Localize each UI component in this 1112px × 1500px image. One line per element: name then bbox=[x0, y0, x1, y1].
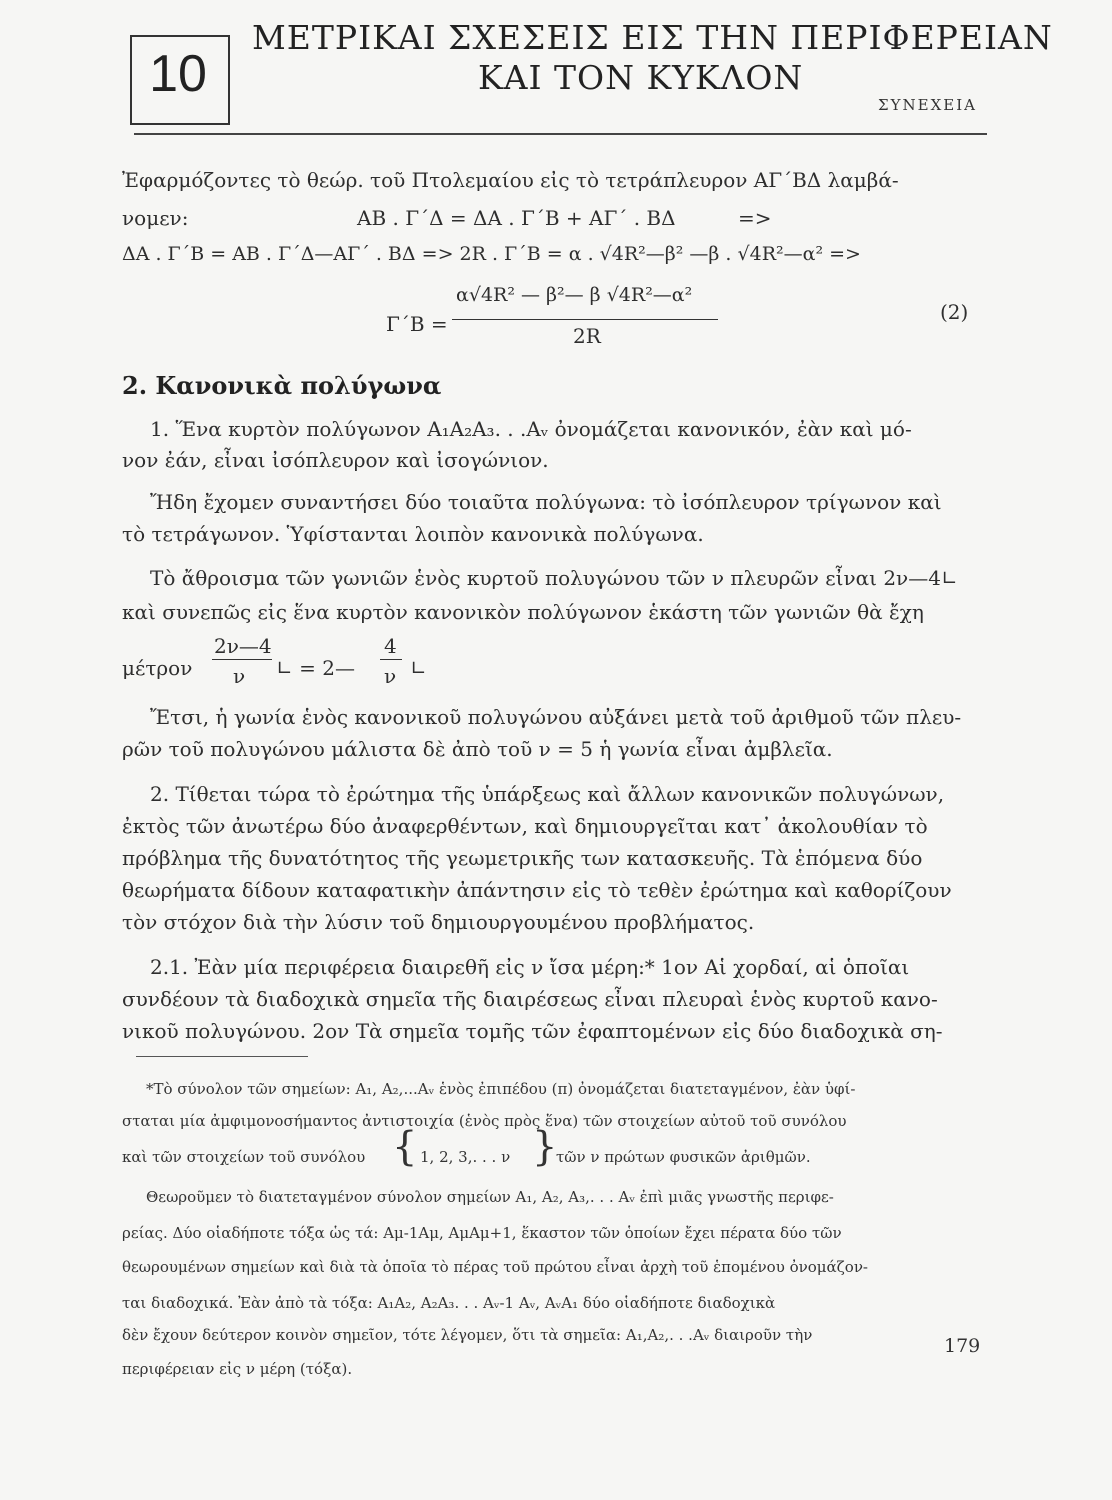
page-number: 179 bbox=[944, 1335, 981, 1357]
equation-line: ΔΑ . Γ΄Β = ΑΒ . Γ΄Δ—ΑΓ΄ . ΒΔ => 2R . Γ΄Β = α . √4R²—β² —β . √4R²—α² => bbox=[122, 243, 861, 265]
text-line: μέτρον bbox=[122, 656, 193, 680]
implies-symbol: => bbox=[738, 206, 772, 230]
footnote-line: δὲν ἔχουν δεύτερον κοινὸν σημεῖον, τότε λέγομεν, ὅτι τὰ σημεῖα: Α₁,Α₂,. . .Αᵥ διαιροῦν τὴν bbox=[122, 1326, 813, 1344]
text-line: ἐκτὸς τῶν ἀνωτέρω δύο ἀναφερθέντων, καὶ δημιουργεῖται κατ᾽ ἀκολουθίαν τὸ bbox=[122, 814, 928, 838]
eq2-lhs: Γ΄Β = bbox=[386, 312, 448, 336]
text-line: συνδέουν τὰ διαδοχικὰ σημεῖα τῆς διαιρέσεως εἶναι πλευραὶ ἑνὸς κυρτοῦ κανο- bbox=[122, 987, 938, 1011]
chapter-title-line1: ΜΕΤΡΙΚΑΙ ΣΧΕΣΕΙΣ ΕΙΣ ΤΗΝ ΠΕΡΙΦΕΡΕΙΑΝ bbox=[252, 18, 1053, 57]
fraction-denominator: ν bbox=[233, 664, 246, 688]
text-line: νομεν: bbox=[122, 206, 189, 230]
chapter-title-line2: ΚΑΙ ΤΟΝ ΚΥΚΛΟΝ bbox=[478, 58, 804, 97]
text-line: τὸ τετράγωνον. Ὑφίστανται λοιπὸν κανονικὰ πολύγωνα. bbox=[122, 522, 704, 546]
footnote-line: *Τὸ σύνολον τῶν σημείων: Α₁, Α₂,...Αᵥ ἑνὸς ἐπιπέδου (π) ὀνομάζεται διατεταγμένον, ἐὰν ὑφί- bbox=[146, 1080, 856, 1098]
eq2-numerator: α√4R² — β²— β √4R²—α² bbox=[456, 284, 693, 306]
text-line: καὶ συνεπῶς εἰς ἕνα κυρτὸν κανονικὸν πολύγωνον ἑκάστη τῶν γωνιῶν θὰ ἔχη bbox=[122, 600, 924, 624]
fraction-bar bbox=[452, 319, 718, 320]
equation-line: ΑΒ . Γ΄Δ = ΔΑ . Γ΄Β + ΑΓ΄ . ΒΔ bbox=[357, 206, 676, 230]
header-rule bbox=[134, 133, 987, 135]
continued-label: ΣΥΝΕΧΕΙΑ bbox=[878, 96, 977, 114]
brace-right: } bbox=[532, 1124, 558, 1170]
chapter-number: 10 bbox=[149, 45, 207, 103]
fraction-bar bbox=[212, 659, 272, 660]
text-line: τὸν στόχον διὰ τὴν λύσιν τοῦ δημιουργουμένου προβλήματος. bbox=[122, 910, 755, 934]
footnote-line: θεωρουμένων σημείων καὶ διὰ τὰ ὁποῖα τὸ πέρας τοῦ πρώτου εἶναι ἀρχὴ τοῦ ἑπομένου ὀνομάζον- bbox=[122, 1258, 869, 1276]
footnote-line: σταται μία ἀμφιμονοσήμαντος ἀντιστοιχία (ἑνὸς πρὸς ἕνα) τῶν στοιχείων αὐτοῦ τοῦ συνόλου bbox=[122, 1112, 847, 1130]
formula-mid: ∟ = 2— bbox=[276, 656, 355, 680]
angle-unit: ∟ bbox=[410, 656, 427, 680]
text-line: 2. Τίθεται τώρα τὸ ἐρώτημα τῆς ὑπάρξεως καὶ ἄλλων κανονικῶν πολυγώνων, bbox=[150, 782, 945, 806]
footnote-line: Θεωροῦμεν τὸ διατεταγμένον σύνολον σημείων Α₁, Α₂, Α₃,. . . Αᵥ ἐπὶ μιᾶς γνωστῆς περιφε- bbox=[146, 1188, 834, 1206]
footnote-line: ται διαδοχικά. Ἐὰν ἀπὸ τὰ τόξα: Α₁Α₂, Α₂Α₃. . . Αᵥ-1 Αᵥ, ΑᵥΑ₁ δύο οἱαδήποτε διαδοχικὰ bbox=[122, 1294, 776, 1312]
text-line: πρόβλημα τῆς δυνατότητος τῆς γεωμετρικῆς των κατασκευῆς. Τὰ ἑπόμενα δύο bbox=[122, 846, 923, 870]
fraction-numerator: 4 bbox=[384, 634, 397, 658]
section-title: 2. Κανονικὰ πολύγωνα bbox=[122, 371, 442, 400]
text-line: νικοῦ πολυγώνου. 2ον Τὰ σημεῖα τομῆς τῶν ἐφαπτομένων εἰς δύο διαδοχικὰ ση- bbox=[122, 1019, 943, 1043]
text-line: Ἔτσι, ἡ γωνία ἑνὸς κανονικοῦ πολυγώνου αὐξάνει μετὰ τοῦ ἀριθμοῦ τῶν πλευ- bbox=[150, 705, 962, 729]
text-line: 2.1. Ἐὰν μία περιφέρεια διαιρεθῆ εἰς ν ἴσα μέρη:* 1ον Αἱ χορδαί, αἱ ὁποῖαι bbox=[150, 955, 910, 979]
text-line: Τὸ ἄθροισμα τῶν γωνιῶν ἑνὸς κυρτοῦ πολυγώνου τῶν ν πλευρῶν εἶναι 2ν—4∟ bbox=[150, 566, 958, 590]
equation-tag: (2) bbox=[940, 300, 969, 324]
footnote-rule bbox=[136, 1056, 308, 1057]
fraction-denominator: ν bbox=[384, 664, 397, 688]
fraction-numerator: 2ν—4 bbox=[214, 634, 272, 658]
eq2-denominator: 2R bbox=[573, 324, 601, 348]
footnote-set: 1, 2, 3,. . . ν bbox=[420, 1148, 511, 1166]
text-line: 1. Ἕνα κυρτὸν πολύγωνον Α₁Α₂Α₃. . .Αᵥ ὀνομάζεται κανονικόν, ἐὰν καὶ μό- bbox=[150, 417, 912, 441]
text-line: νον ἐάν, εἶναι ἰσόπλευρον καὶ ἰσογώνιον. bbox=[122, 448, 549, 472]
text-line: ρῶν τοῦ πολυγώνου μάλιστα δὲ ἀπὸ τοῦ ν = 5 ἡ γωνία εἶναι ἀμβλεῖα. bbox=[122, 737, 833, 761]
text-line: θεωρήματα δίδουν καταφατικὴν ἀπάντησιν εἰς τὸ τεθὲν ἐρώτημα καὶ καθορίζουν bbox=[122, 878, 952, 902]
text-line: Ἤδη ἔχομεν συναντήσει δύο τοιαῦτα πολύγωνα: τὸ ἰσόπλευρον τρίγωνον καὶ bbox=[150, 490, 942, 514]
brace-left: { bbox=[392, 1124, 418, 1170]
footnote-line: καὶ τῶν στοιχείων τοῦ συνόλου bbox=[122, 1148, 366, 1166]
fraction-bar bbox=[380, 659, 402, 660]
text-line: Ἐφαρμόζοντες τὸ θεώρ. τοῦ Πτολεμαίου εἰς τὸ τετράπλευρον ΑΓ΄ΒΔ λαμβά- bbox=[122, 168, 899, 192]
footnote-line: τῶν ν πρώτων φυσικῶν ἀριθμῶν. bbox=[556, 1148, 811, 1166]
footnote-line: περιφέρειαν εἰς ν μέρη (τόξα). bbox=[122, 1360, 353, 1378]
footnote-line: ρείας. Δύο οἱαδήποτε τόξα ὡς τά: Αμ-1Αμ, ΑμΑμ+1, ἕκαστον τῶν ὁποίων ἔχει πέρατα δύο τῶν bbox=[122, 1224, 842, 1242]
